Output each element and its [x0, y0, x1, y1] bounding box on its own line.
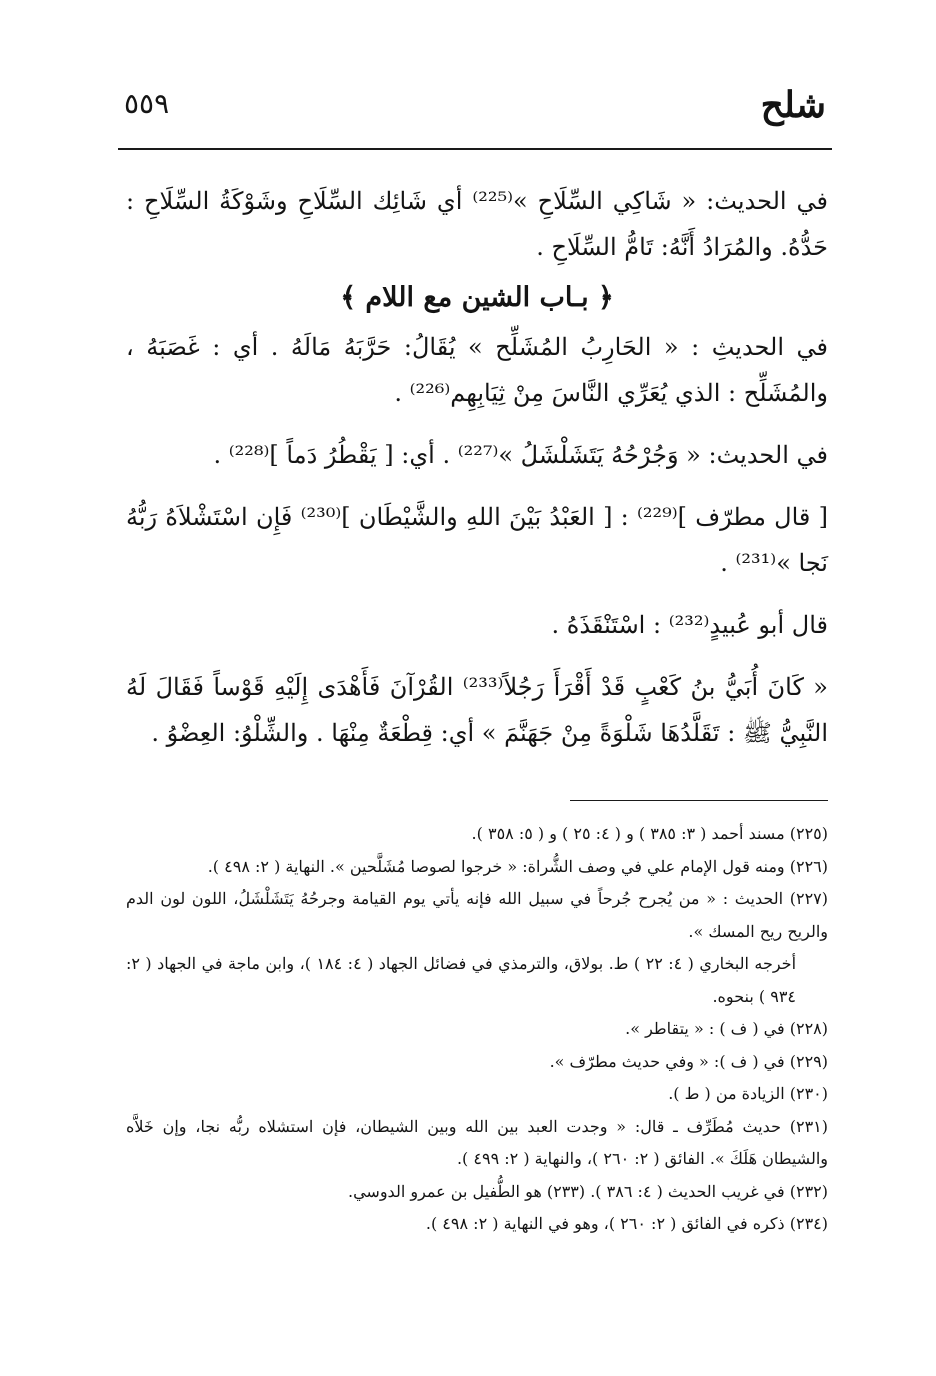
paragraph-ubayy: « كَانَ أُبَيُّ بنُ كَعْبٍ قَدْ أَقْرَأَ رَجُلاً⁽²³³⁾ القُرْآنَ فَأَهْدَى إِلَيْهِ قَوْساً فَقَالَ لَهُ النَّبِيُّ ﷺ : تَقَلَّدُهَا شَلْوَةً مِنْ جَهَنَّمَ » أي: قِطْعَةٌ مِنْهَا . والشِّلْوُ: العِضْوُ . — [126, 673, 828, 747]
footnote-230: (٢٣٠) الزيادة من ( ط ). — [668, 1084, 828, 1103]
paragraph-mutarrif: [ قال مطرّف ]⁽²²⁹⁾ : [ العَبْدُ بَيْنَ اللهِ والشَّيْطَان ]⁽²³⁰⁾ فَإِن اسْتَشْلاَهُ رَبُّهُ نَجا »⁽²³¹⁾ . — [126, 503, 829, 577]
footnote-234: (٢٣٤) ذكره في الفائق ( ٢: ٢٦٠ )، وهو في النهاية ( ٢: ٤٩٨ ). — [425, 1214, 828, 1233]
footnote-232-233: (٢٣٢) في غريب الحديث ( ٤: ٣٨٦ ). (٢٣٣) هو الطُّفيل بن عمرو الدوسي. — [347, 1181, 828, 1201]
footnote-231: (٢٣١) حديث مُطَرِّف ـ قال: « وجدت العبد بين الله وبين الشيطان، فإن استشلاه ربُّه نجا، وإن خَلاَّه والشيطان هَلَكَ ». الفائق ( ٢: ٢٦٠ )، والنهاية ( ٢: ٤٩٩ ). — [126, 1116, 828, 1168]
paragraph-tashalshal: في الحديث: « وَجُرْحُهُ يَتَشَلْشَلُ »⁽²²⁷⁾ . أي: [ يَقْطُرُ دَماً ]⁽²²⁸⁾ . — [213, 441, 828, 469]
footnote-rule — [570, 800, 828, 801]
section-title: ﴿ بـاب الشين مع اللام ﴾ — [340, 282, 614, 313]
footnote-225: (٢٢٥) مسند أحمد ( ٣: ٣٨٥ ) و ( ٤: ٢٥ ) و ( ٥: ٣٥٨ ). — [471, 824, 828, 843]
footnote-226: (٢٢٦) ومنه قول الإمام علي في وصف الشُّراة: « خرجوا لصوصا مُشَلَّحين ». النهاية ( ٢: ٤٩٨ ). — [207, 856, 828, 876]
footnote-228: (٢٢٨) في ( ف ) : « يتقاطر ». — [625, 1019, 828, 1038]
header-rule — [118, 148, 832, 150]
footnote-227-source: أخرجه البخاري ( ٤: ٢٢ ) ط. بولاق، والترمذي في فضائل الجهاد ( ٤: ١٨٤ )، وابن ماجة في الجهاد ( ٢: ٩٣٤ ) بنحوه. — [126, 954, 797, 1006]
paragraph-abu-ubaid: قال أبو عُبيدٍ⁽²³²⁾ : اسْتَنْقَذَهُ . — [551, 611, 828, 639]
footnotes — [126, 818, 828, 1241]
paragraph-shaki-alsilah: في الحديث: « شَاكِي السِّلَاحِ »⁽²²⁵⁾ أي شَائِك السِّلَاحِ وشَوْكَةُ السِّلَاحِ : حَدُّهُ. والمُرَادُ أَنَّهُ: تَامُّ السِّلَاحِ . — [126, 187, 828, 261]
main-text — [126, 178, 828, 756]
page-number: ٥٥٩ — [124, 87, 170, 120]
entry-root-header: شلح — [760, 84, 826, 126]
footnote-229: (٢٢٩) في ( ف ): « وفي حديث مطرّف ». — [549, 1051, 828, 1071]
paragraph-musharrih: في الحديثِ : « الحَارِبُ المُشَلِّح » يُقَالُ: حَرَّبَهُ مَالَهُ . أي : غَصَبَهُ ، والمُشَلِّح : الذي يُعَرِّي النَّاسَ مِنْ ثِيَابِهِم⁽²²⁶⁾ . — [126, 333, 828, 407]
footnote-227: (٢٢٧) الحديث : « من يُجرح جُرحاً في سبيل الله فإنه يأتي يوم القيامة وجرحُهُ يَتَشَلْشَلُ، اللون لون الدم والريح ريح المسك ». — [126, 889, 828, 941]
